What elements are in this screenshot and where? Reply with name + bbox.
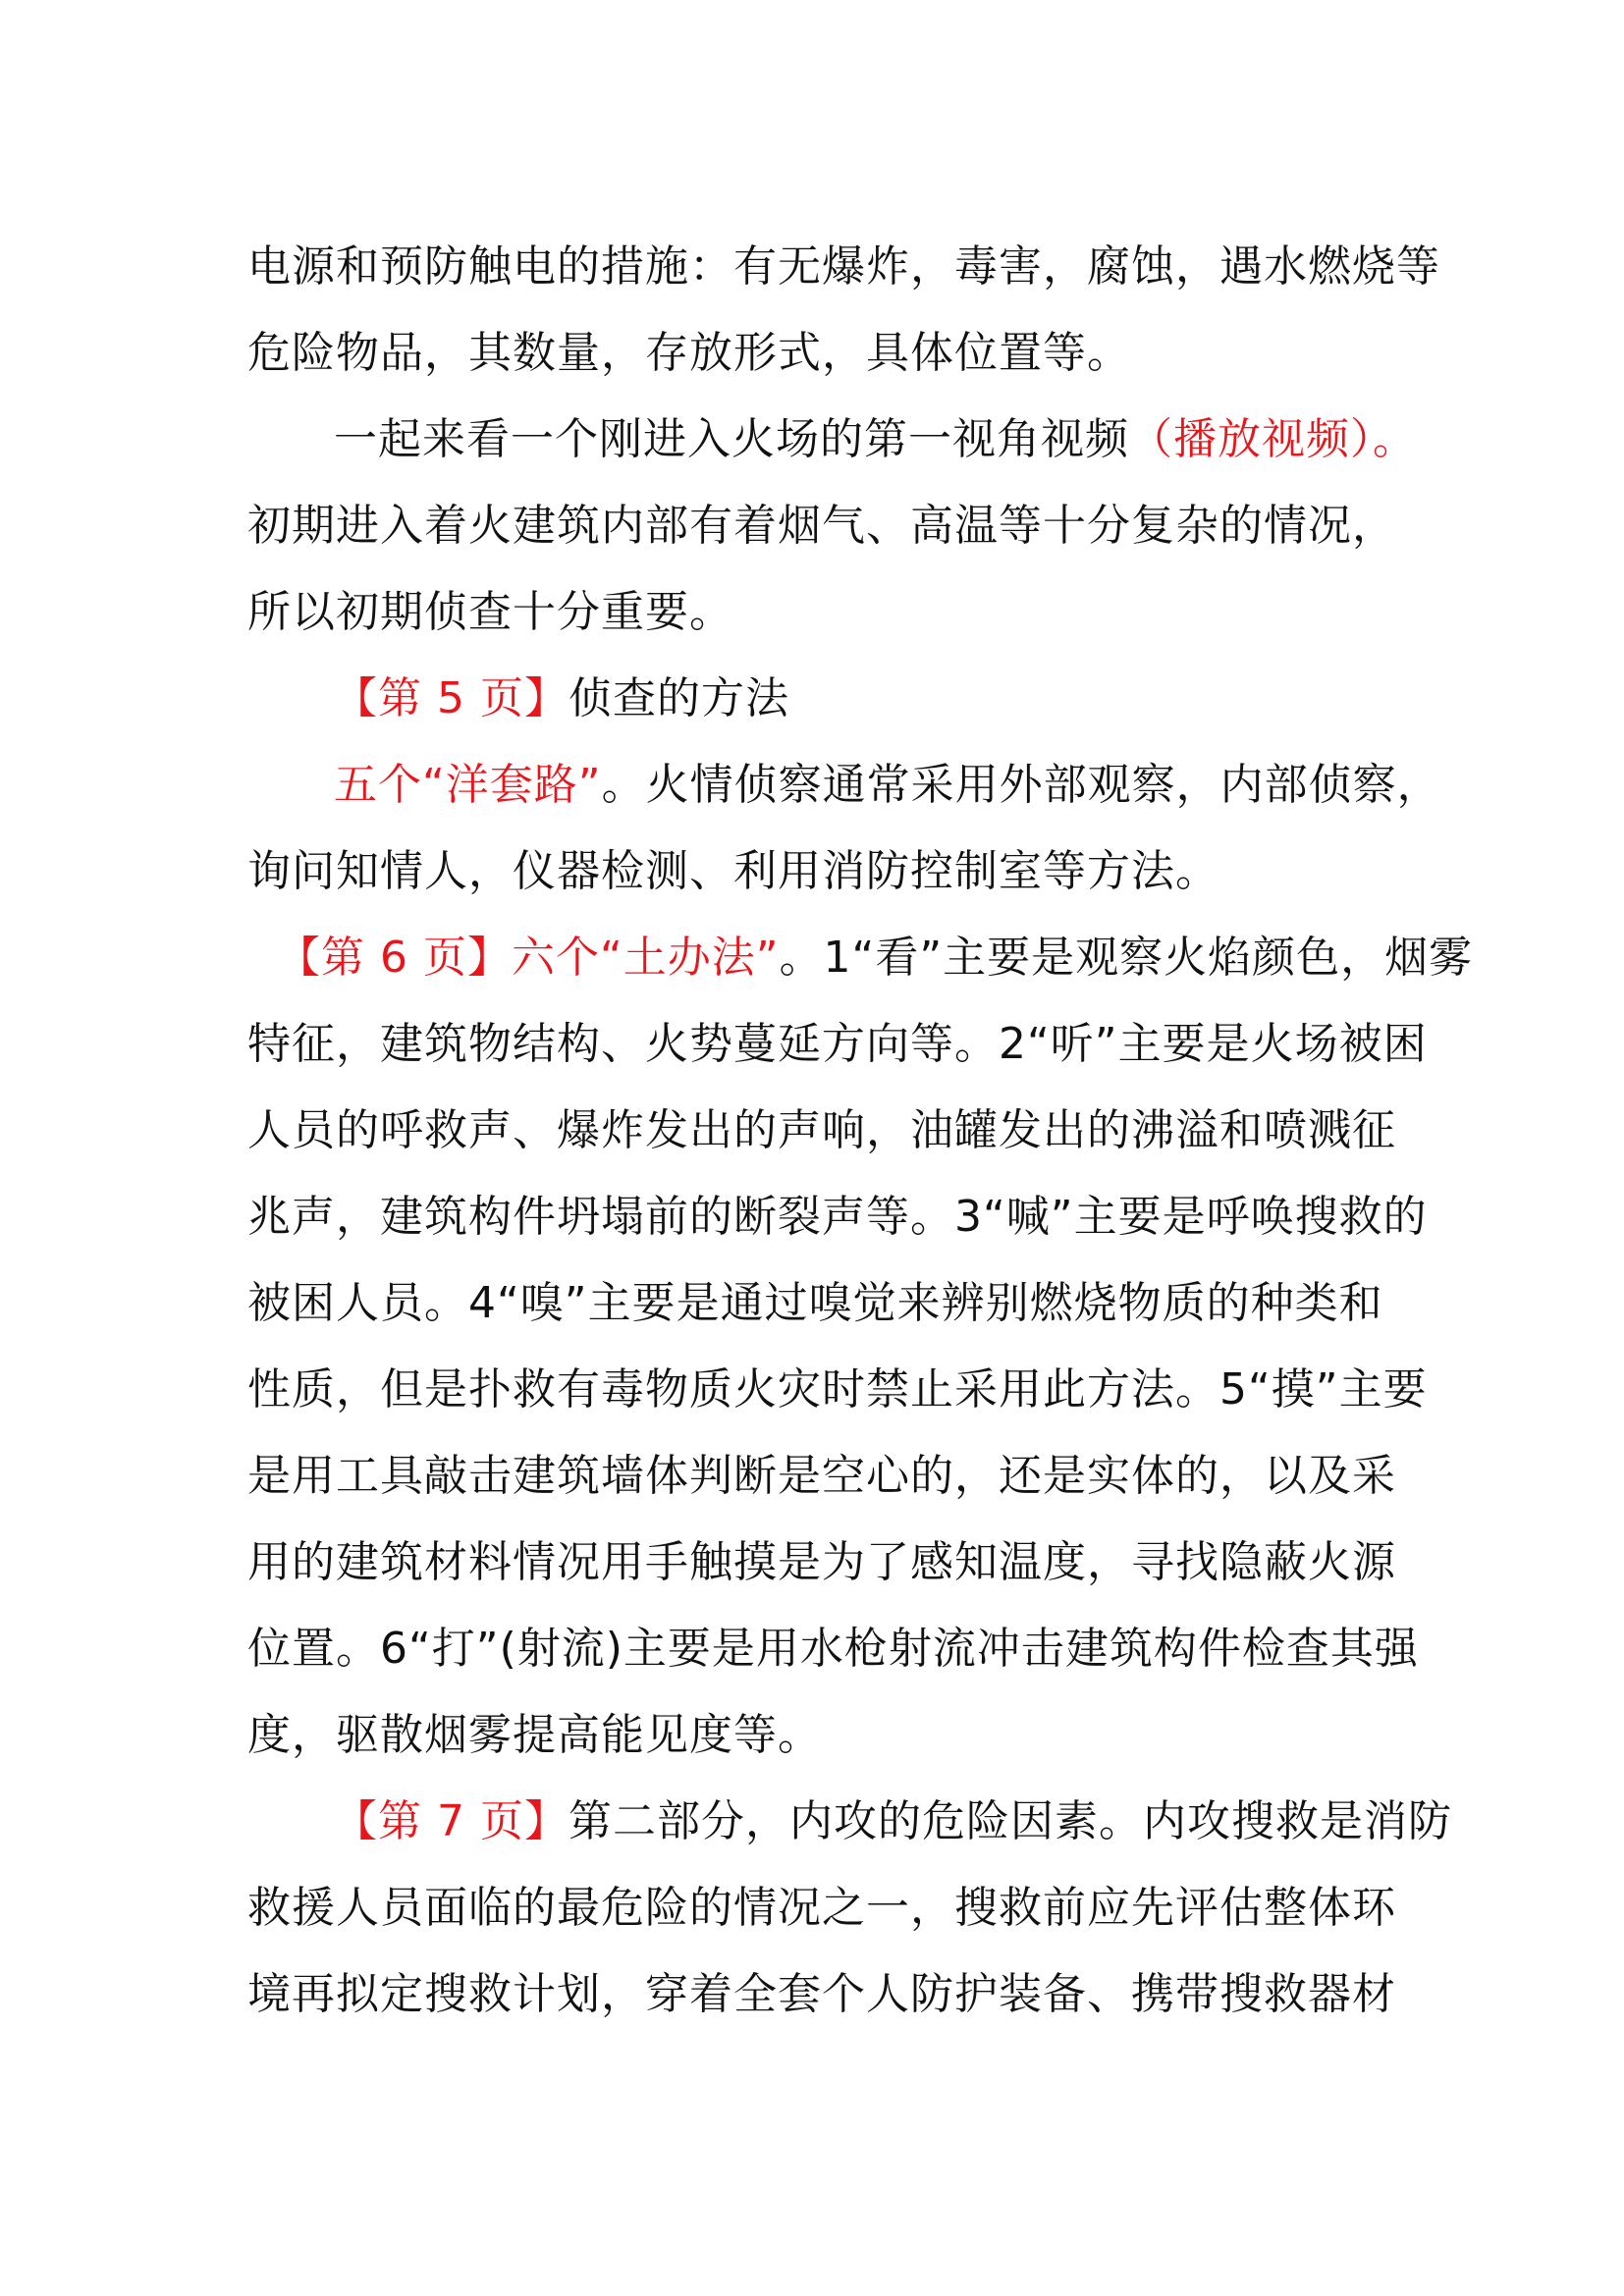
p6-line-3: 境再拟定搜救计划，穿着全套个人防护装备、携带搜救器材	[247, 1969, 1396, 2019]
p1-line-1: 电源和预防触电的措施：有无爆炸，毒害，腐蚀，遇水燃烧等	[247, 241, 1440, 292]
p4-line-1	[247, 742, 1441, 828]
p4-line-2: 询问知情人，仪器检测、利用消防控制室等方法。	[247, 846, 1219, 896]
p5-line-2: 特征，建筑物结构、火势蔓延方向等。2“听”主要是火场被困	[247, 1019, 1428, 1069]
p5-line-7: 是用工具敲击建筑墙体判断是空心的，还是实体的，以及采	[247, 1451, 1396, 1501]
p5-line-8: 用的建筑材料情况用手触摸是为了感知温度，寻找隐蔽火源	[247, 1537, 1396, 1587]
p2-line-1	[247, 397, 1417, 483]
five-methods-label: 五个“洋套路”	[334, 760, 602, 810]
p3-heading	[247, 656, 1390, 742]
p5-line-1	[247, 915, 1474, 1001]
page-tag-6: 【第 6 页】	[277, 933, 512, 983]
p6-line-2: 救援人员面临的最危险的情况之一，搜救前应先评估整体环	[247, 1883, 1396, 1933]
page-tag-7: 【第 7 页】	[334, 1796, 568, 1846]
p5-line-4: 兆声，建筑构件坍塌前的断裂声等。3“喊”主要是呼唤搜救的	[247, 1192, 1428, 1242]
p5-line-3: 人员的呼救声、爆炸发出的声响，油罐发出的沸溢和喷溅征	[247, 1105, 1396, 1155]
six-methods-label: 六个“土办法”	[511, 933, 780, 983]
p4-text: 。火情侦察通常采用外部观察，内部侦察，	[601, 760, 1441, 810]
p1-line-2: 危险物品，其数量，存放形式，具体位置等。	[247, 328, 1131, 378]
page-tag-5: 【第 5 页】	[334, 673, 568, 723]
p6-line-1	[247, 1779, 1452, 1865]
document-page	[247, 224, 1474, 2038]
p5-line-10: 度，驱散烟雾提高能见度等。	[247, 1710, 822, 1760]
p6-text: 第二部分，内攻的危险因素。内攻搜救是消防	[568, 1796, 1452, 1846]
p2-line-3: 所以初期侦查十分重要。	[247, 587, 733, 637]
p2-line-2: 初期进入着火建筑内部有着烟气、高温等十分复杂的情况，	[247, 501, 1396, 551]
play-video-note: （播放视频）。	[1129, 414, 1417, 464]
p5-text: 。1“看”主要是观察火焰颜色，烟雾	[779, 933, 1474, 983]
section-title-methods: 侦查的方法	[568, 673, 789, 723]
p5-line-5: 被困人员。4“嗅”主要是通过嗅觉来辨别燃烧物质的种类和	[247, 1278, 1383, 1328]
p5-line-9: 位置。6“打”(射流)主要是用水枪射流冲击建筑构件检查其强	[247, 1624, 1419, 1674]
p2-text: 一起来看一个刚进入火场的第一视角视频	[334, 414, 1129, 464]
p5-line-6: 性质，但是扑救有毒物质火灾时禁止采用此方法。5“摸”主要	[247, 1364, 1428, 1415]
